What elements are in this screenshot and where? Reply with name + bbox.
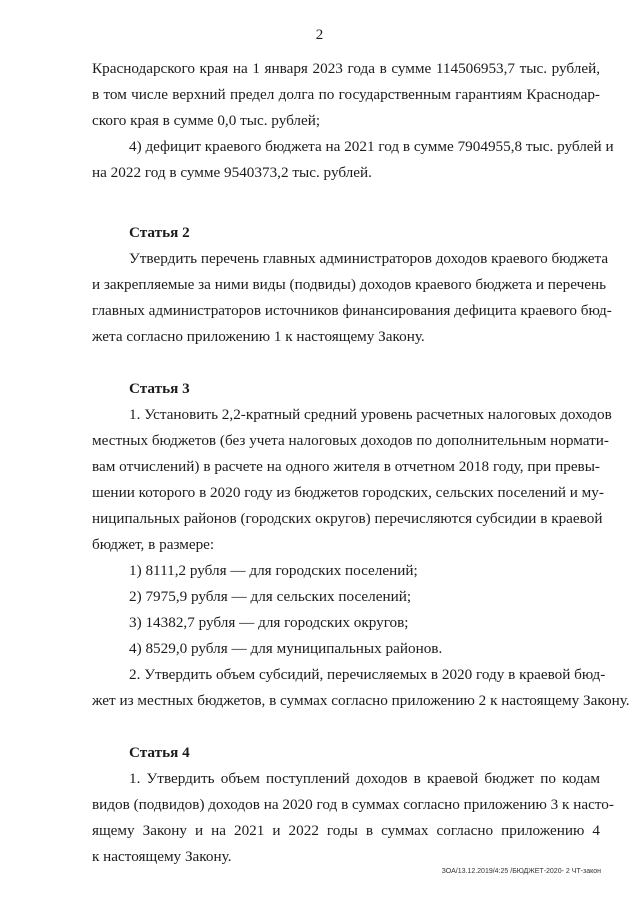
list-item: 2) 7975,9 рубля — для сельских поселений;	[129, 588, 412, 605]
text-line: бюджет, в размере:	[92, 536, 215, 553]
article-4	[92, 740, 614, 870]
text-line: вам отчислений) в расчете на одного жителя в отчетном 2018 году, при превы-	[92, 458, 600, 475]
text-line: на 2022 год в сумме 9540373,2 тыс. рублей.	[92, 164, 372, 181]
text-line: Краснодарского края на 1 января 2023 года в сумме 114506953,7 тыс. рублей,	[92, 60, 600, 77]
text-line: 1. Утвердить объем поступлений доходов в краевой бюджет по кодам	[129, 770, 600, 787]
article-2	[92, 220, 612, 350]
text-line: 4) дефицит краевого бюджета на 2021 год в сумме 7904955,8 тыс. рублей и	[129, 138, 614, 155]
text-line: 2. Утвердить объем субсидий, перечисляемых в 2020 году в краевой бюд-	[129, 666, 606, 683]
text-line: 1. Установить 2,2-кратный средний уровень расчетных налоговых доходов	[129, 406, 612, 423]
article-heading: Статья 3	[129, 380, 190, 397]
text-line: жета согласно приложению 1 к настоящему Закону.	[92, 328, 425, 345]
text-line: видов (подвидов) доходов на 2020 год в суммах согласно приложению 3 к насто-	[92, 796, 614, 813]
document-body	[92, 56, 630, 870]
article-heading: Статья 4	[129, 744, 190, 761]
list-item: 1) 8111,2 рубля — для городских поселений;	[129, 562, 418, 579]
text-line: Утвердить перечень главных администраторов доходов краевого бюджета	[129, 250, 609, 267]
text-line: ящему Закону и на 2021 и 2022 годы в суммах согласно приложению 4	[92, 822, 600, 839]
list-item: 3) 14382,7 рубля — для городских округов;	[129, 614, 409, 631]
text-line: главных администраторов источников финансирования дефицита краевого бюд-	[92, 302, 612, 319]
text-line: ниципальных районов (городских округов) перечисляются субсидии в краевой	[92, 510, 603, 527]
page-number: 2	[315, 27, 324, 43]
paragraph	[92, 56, 600, 134]
text-line: жет из местных бюджетов, в суммах согласно приложению 2 к настоящему Закону.	[92, 692, 630, 709]
text-line: шении которого в 2020 году из бюджетов городских, сельских поселений и му-	[92, 484, 604, 501]
list-item: 4) 8529,0 рубля — для муниципальных районов.	[129, 640, 443, 657]
text-line: местных бюджетов (без учета налоговых доходов по дополнительным нормати-	[92, 432, 609, 449]
paragraph	[92, 134, 614, 186]
article-3	[92, 376, 630, 714]
text-line: в том числе верхний предел долга по государственным гарантиям Краснодар-	[92, 86, 600, 103]
footer-file-stamp: ЗОА/13.12.2019/4:25 /БЮДЖЕТ-2020- 2 ЧТ-закон	[441, 868, 601, 875]
article-heading: Статья 2	[129, 224, 190, 241]
text-line: ского края в сумме 0,0 тыс. рублей;	[92, 112, 321, 129]
text-line: и закрепляемые за ними виды (подвиды) доходов краевого бюджета и перечень	[92, 276, 607, 293]
text-line: к настоящему Закону.	[92, 848, 232, 865]
